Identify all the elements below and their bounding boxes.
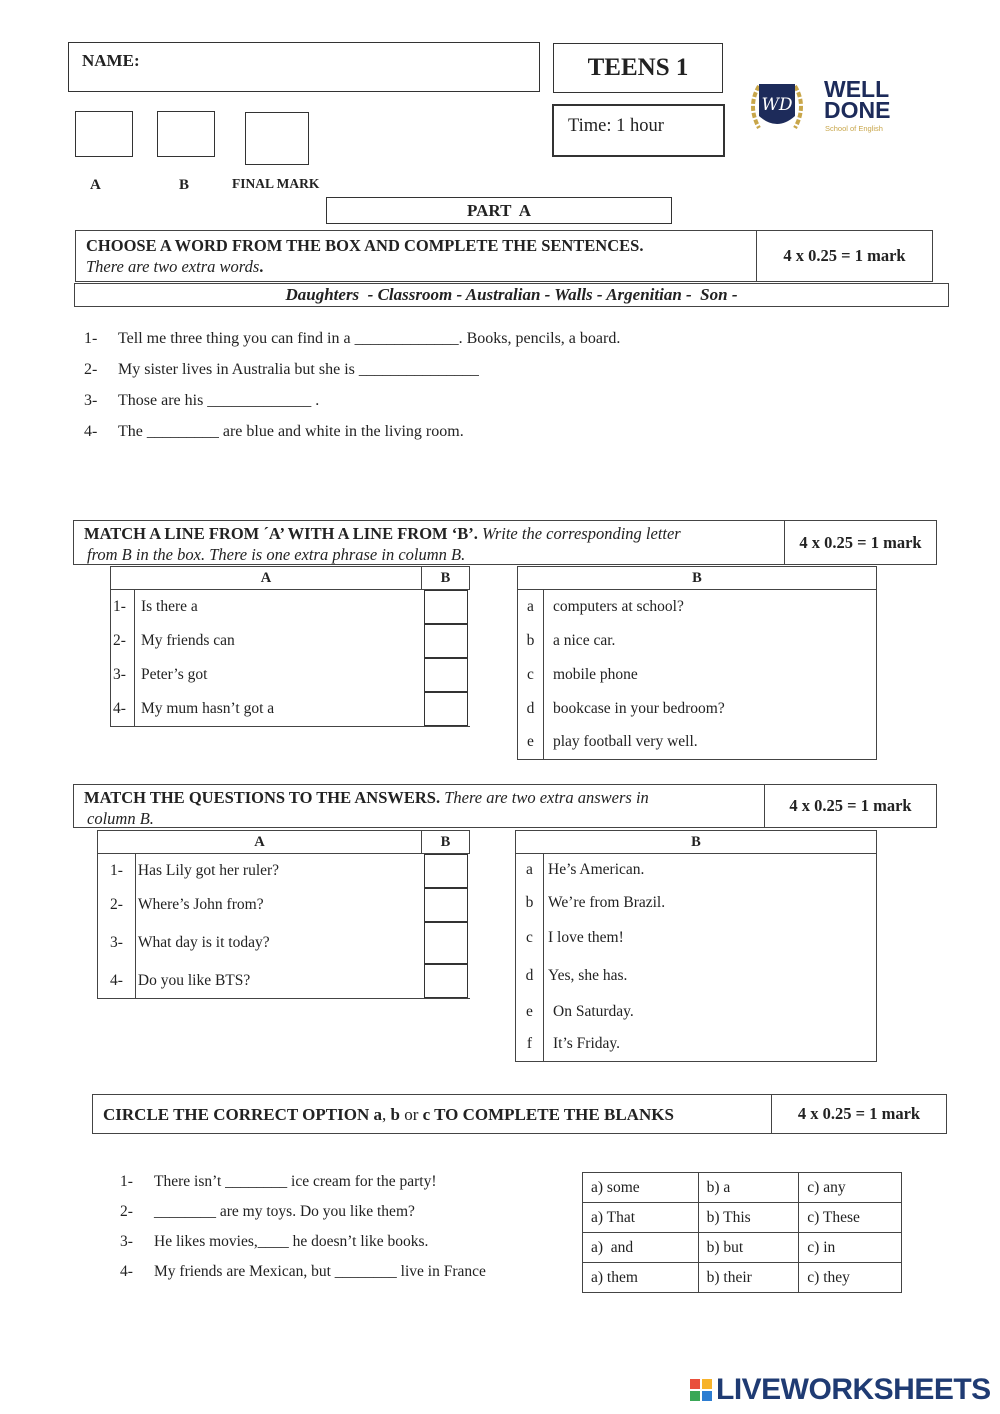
time-label: Time: 1 hour: [568, 116, 664, 136]
answer-box[interactable]: [424, 658, 468, 692]
option-cell[interactable]: b) their: [698, 1263, 799, 1293]
answer-box[interactable]: [424, 692, 468, 726]
part-title: PART A: [467, 200, 531, 220]
answer-box[interactable]: [424, 854, 468, 888]
answer-box[interactable]: [424, 888, 468, 922]
time-box: [552, 104, 725, 157]
section3-title-italic1: There are two extra answers in: [440, 788, 649, 807]
item-number: 2-: [111, 624, 135, 658]
section2-mark: 4 x 0.25 = 1 mark: [784, 521, 936, 564]
item-text: Where’s John from?: [137, 896, 264, 913]
option-cell[interactable]: c) These: [799, 1203, 902, 1233]
item-letter: a: [518, 590, 544, 624]
table-row: [518, 624, 877, 658]
word-box-text: Daughters - Classroom - Australian - Walls - Argenitian - Son -: [285, 285, 738, 304]
item-text: bookcase in your bedroom?: [553, 699, 725, 717]
item-text: Yes, she has.: [548, 966, 628, 984]
sentence-number: 2-: [120, 1203, 133, 1220]
column-header: B: [422, 567, 470, 590]
sentence-text: Tell me three thing you can find in a _____________. Books, pencils, a board.: [118, 330, 621, 347]
section3-mark: 4 x 0.25 = 1 mark: [764, 785, 936, 827]
column-header: B: [518, 567, 877, 590]
answer-cell: [422, 624, 470, 658]
part-title-box: [326, 197, 672, 224]
sentence-text: The _________ are blue and white in the living room.: [118, 423, 464, 440]
table-row: [583, 1173, 902, 1203]
section1-title: [86, 235, 643, 277]
brand-text: LIVEWORKSHEETS: [716, 1373, 991, 1406]
answer-box[interactable]: [424, 590, 468, 624]
column-header: B: [516, 831, 877, 854]
score-label-a: A: [90, 177, 101, 193]
section2-table-b: [517, 566, 877, 760]
option-cell[interactable]: a) some: [583, 1173, 699, 1203]
table-row: [518, 590, 877, 624]
logo-line2: DONE: [824, 97, 891, 123]
table-row: [583, 1263, 902, 1293]
option-cell[interactable]: c) any: [799, 1173, 902, 1203]
sentence-text: Those are his _____________ .: [118, 392, 320, 409]
laurel-emblem-icon: [745, 76, 809, 138]
item-letter: d: [518, 692, 544, 726]
section2-title-bold: MATCH A LINE FROM ´A’ WITH A LINE FROM ‘B’.: [84, 524, 478, 543]
item-number: 1-: [111, 590, 135, 625]
answer-cell: [422, 658, 470, 692]
item-number: 4-: [111, 692, 135, 727]
item-text: My friends can: [140, 632, 235, 649]
item-letter: b: [518, 624, 544, 658]
table-row: [111, 624, 470, 658]
section2-table-a: [110, 566, 470, 727]
column-header: A: [98, 831, 422, 854]
sentence-number: 2-: [84, 361, 98, 378]
options-table: [582, 1172, 902, 1293]
name-field[interactable]: [68, 42, 540, 92]
item-text: It’s Friday.: [553, 1035, 621, 1053]
score-label-b: B: [179, 177, 190, 193]
table-row: [516, 996, 877, 1028]
section2-header: [73, 520, 937, 565]
item-text: Is there a: [140, 598, 198, 615]
section3-title: [84, 787, 649, 829]
item-text: On Saturday.: [553, 1002, 634, 1020]
answer-box[interactable]: [424, 624, 468, 658]
item-number: 4-: [98, 964, 136, 999]
table-row: [516, 1028, 877, 1062]
table-row: [516, 886, 877, 920]
sentence-number: 4-: [120, 1263, 133, 1280]
option-cell[interactable]: b) This: [698, 1203, 799, 1233]
section1-title-italic: There are two extra words: [86, 257, 260, 276]
liveworksheets-brand: [690, 1373, 991, 1407]
table-row: [516, 920, 877, 956]
table-row: [583, 1203, 902, 1233]
level-box: [553, 43, 723, 93]
table-row: [98, 922, 470, 964]
sentence-number: 1-: [120, 1173, 133, 1190]
section3-table-a: [97, 830, 470, 999]
score-label-final: FINAL MARK: [232, 176, 320, 191]
item-text: We’re from Brazil.: [548, 893, 666, 911]
item-text: He’s American.: [548, 860, 645, 878]
score-box-a[interactable]: [75, 111, 133, 157]
table-row: [518, 726, 877, 760]
answer-box[interactable]: [424, 922, 468, 964]
section2-title-italic1: Write the corresponding letter: [477, 524, 681, 543]
item-number: 1-: [98, 854, 136, 889]
item-number: 3-: [98, 922, 136, 964]
answer-cell: [422, 692, 470, 727]
item-text: computers at school?: [553, 597, 684, 615]
sentence-number: 3-: [120, 1233, 133, 1250]
section3-table-b: [515, 830, 877, 1062]
table-row: [516, 854, 877, 886]
column-header: B: [422, 831, 470, 854]
table-row: [518, 658, 877, 692]
name-label: NAME:: [82, 51, 140, 70]
score-box-b[interactable]: [157, 111, 215, 157]
option-cell[interactable]: b) a: [698, 1173, 799, 1203]
table-row: [98, 964, 470, 999]
section1-header: [75, 230, 933, 282]
option-cell[interactable]: c) they: [799, 1263, 902, 1293]
logo-monogram: WD: [761, 95, 793, 115]
answer-cell: [422, 922, 470, 964]
section4-title-part: or: [399, 1105, 423, 1124]
table-row: [98, 888, 470, 922]
school-logo: [745, 76, 905, 138]
sentence-text: My friends are Mexican, but ________ live in France: [154, 1263, 486, 1280]
answer-cell: [422, 964, 470, 999]
table-row: [583, 1233, 902, 1263]
table-row: [98, 854, 470, 889]
liveworksheets-icon: [690, 1379, 712, 1401]
logo-tagline: School of English: [825, 124, 883, 133]
option-cell[interactable]: a) and: [583, 1233, 699, 1263]
item-text: Peter’s got: [140, 666, 208, 683]
item-letter: c: [516, 920, 544, 956]
section2-title-italic2: from B in the box. There is one extra phrase in column B.: [87, 545, 466, 564]
table-row: [111, 658, 470, 692]
item-text: I love them!: [548, 928, 624, 946]
answer-cell: [422, 854, 470, 889]
column-header: A: [111, 567, 422, 590]
section4-mark: 4 x 0.25 = 1 mark: [771, 1095, 946, 1133]
table-row: [516, 956, 877, 996]
option-cell[interactable]: a) That: [583, 1203, 699, 1233]
item-text: My mum hasn’t got a: [140, 700, 275, 717]
item-text: What day is it today?: [137, 934, 270, 951]
section3-title-bold: MATCH THE QUESTIONS TO THE ANSWERS.: [84, 788, 441, 807]
item-number: 2-: [98, 888, 136, 922]
sentence-text: ________ are my toys. Do you like them?: [154, 1203, 415, 1220]
section3-header: [73, 784, 937, 828]
section4-title: [103, 1104, 674, 1125]
item-letter: c: [518, 658, 544, 692]
section4-title-part: b: [390, 1105, 400, 1124]
item-number: 3-: [111, 658, 135, 692]
word-box: [74, 283, 949, 307]
section3-title-italic2: column B.: [87, 809, 154, 828]
item-text: Do you like BTS?: [137, 972, 251, 989]
score-box-final[interactable]: [245, 112, 309, 165]
sentence-text: My sister lives in Australia but she is _______________: [118, 361, 479, 378]
table-row: [111, 692, 470, 727]
option-cell[interactable]: a) them: [583, 1263, 699, 1293]
item-letter: e: [518, 726, 544, 760]
table-row: [111, 590, 470, 625]
table-row: [518, 692, 877, 726]
item-text: mobile phone: [553, 665, 638, 683]
level-title: TEENS 1: [587, 54, 689, 81]
item-text: play football very well.: [553, 733, 698, 751]
section4-header: [92, 1094, 947, 1134]
sentence-number: 1-: [84, 330, 98, 347]
section2-title: [84, 523, 681, 565]
item-letter: a: [516, 854, 544, 886]
section4-title-part: TO COMPLETE THE BLANKS: [430, 1105, 674, 1124]
answer-cell: [422, 590, 470, 625]
section4-title-part: c: [422, 1105, 431, 1124]
section1-title-bold: CHOOSE A WORD FROM THE BOX AND COMPLETE THE SENTENCES.: [86, 236, 644, 255]
item-letter: e: [516, 996, 544, 1028]
item-text: Has Lily got her ruler?: [137, 862, 280, 879]
option-cell[interactable]: c) in: [799, 1233, 902, 1263]
item-letter: d: [516, 956, 544, 996]
answer-box[interactable]: [424, 964, 468, 998]
section4-title-part: CIRCLE THE CORRECT OPTION: [103, 1105, 374, 1124]
section1-mark: 4 x 0.25 = 1 mark: [756, 231, 932, 281]
sentence-number: 4-: [84, 423, 98, 440]
sentence-text: There isn’t ________ ice cream for the party!: [154, 1173, 437, 1190]
sentence-number: 3-: [84, 392, 98, 409]
item-letter: f: [516, 1028, 544, 1062]
sentence-text: He likes movies,____ he doesn’t like books.: [154, 1233, 429, 1250]
section4-title-part: ,: [381, 1105, 391, 1124]
section1-title-end: .: [259, 257, 264, 276]
item-letter: b: [516, 886, 544, 920]
option-cell[interactable]: b) but: [698, 1233, 799, 1263]
logo-line1: WELL: [824, 76, 890, 102]
section4-title-part: a: [373, 1105, 382, 1124]
answer-cell: [422, 888, 470, 922]
item-text: a nice car.: [553, 631, 616, 649]
